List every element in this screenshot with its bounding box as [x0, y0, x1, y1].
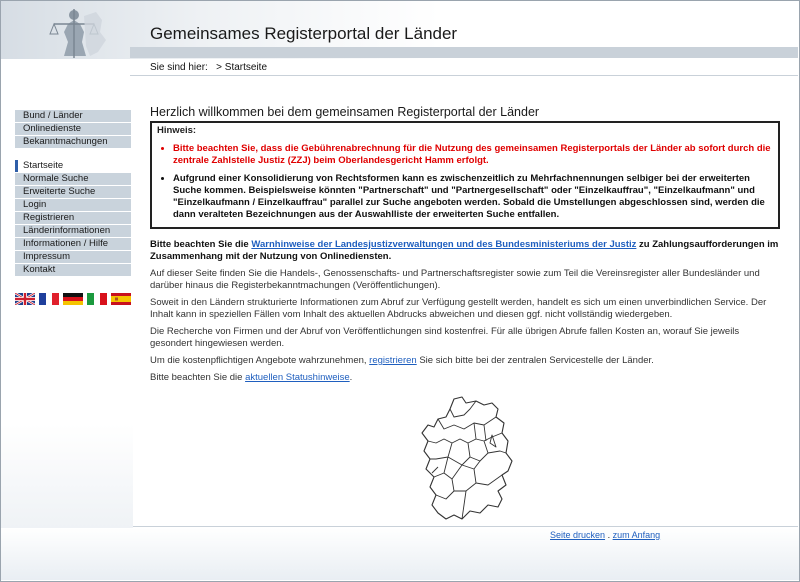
back-to-top-link[interactable]: zum Anfang [612, 530, 661, 540]
sidebar-item-normale-suche[interactable]: Normale Suche [15, 173, 131, 185]
register-text-start: Um die kostenpflichtigen Angebote wahrzunehmen, [150, 355, 370, 366]
sidebar-item-informationen-hilfe[interactable]: Informationen / Hilfe [15, 238, 131, 250]
sidebar-item-login[interactable]: Login [15, 199, 131, 211]
warning-paragraph [150, 239, 780, 263]
footer-links [550, 530, 660, 540]
status-paragraph [150, 372, 780, 384]
sidebar-item-laenderinformationen[interactable]: Länderinformationen [15, 225, 131, 237]
footer-rule [133, 526, 798, 527]
notice-list [157, 143, 773, 221]
welcome-heading: Herzlich willkommen bei dem gemeinsamen Registerportal der Länder [150, 105, 540, 119]
breadcrumb [150, 62, 267, 73]
register-text-end: Sie sich bitte bei der zentralen Servicestelle der Länder. [416, 355, 654, 366]
notice-box [150, 121, 780, 229]
print-page-link[interactable]: Seite drucken [550, 530, 606, 540]
italian-flag-icon[interactable] [87, 293, 107, 305]
notice-title: Hinweis: [157, 125, 197, 136]
register-paragraph [150, 355, 780, 367]
intro-paragraph-registers: Auf dieser Seite finden Sie die Handels-, Genossenschafts- und Partnerschaftsregister sowie zum Teil die Vereinsregister aller Bundesländer und darüber hinaus die Registerbekanntmachungen (Veröffentlichungen). [150, 268, 760, 291]
footer-separator: . [607, 530, 611, 540]
spanish-flag-icon[interactable] [111, 293, 131, 305]
notice-item-fees: • Bitte beachten Sie, dass die Gebührenabrechnung für die Nutzung des gemeinsamen Registerportals der Länder ab sofort durch die zentrale Zahlstelle Justiz (ZZJ) beim Oberlandesgericht Hamm erfolgt. [173, 143, 773, 167]
sidebar-item-startseite[interactable]: Startseite [15, 160, 131, 172]
registrieren-link[interactable]: registrieren [369, 355, 417, 366]
germany-map-image[interactable] [418, 395, 518, 525]
sidebar-item-erweiterte-suche[interactable]: Erweiterte Suche [15, 186, 131, 198]
breadcrumb-current[interactable]: > Startseite [216, 62, 268, 73]
notice-item-legal-forms: • Aufgrund einer Konsolidierung von Rechtsformen kann es zwischenzeitlich zu Mehrfachnennungen selbiger bei der erweiterten Suche kommen. Beispielsweise könnten "Partnerschaft" und "Partnergesellschaft" oder "Einzelkauffrau", "Einzelkaufmann" und "Einzelkaufmann / Einzelkauffrau" parallel zur Suche angeboten werden. Sobald die Umstellungen abgeschlossen sind, werden die dann veralteten Bezeichnungen aus der Auswahlliste der erweiterten Suche entfallen. [173, 173, 773, 221]
sidebar-item-registrieren[interactable]: Registrieren [15, 212, 131, 224]
french-flag-icon[interactable] [39, 293, 59, 305]
main-content [150, 106, 780, 389]
sidebar-item-impressum[interactable]: Impressum [15, 251, 131, 263]
breadcrumb-label: Sie sind hier: [150, 62, 208, 73]
header-rule [130, 47, 798, 58]
sidebar-secondary-nav [15, 160, 131, 277]
sidebar-item-bund-laender[interactable]: Bund / Länder [15, 110, 131, 122]
german-flag-icon[interactable] [63, 293, 83, 305]
intro-paragraph-costs: Die Recherche von Firmen und der Abruf von Veröffentlichungen sind kostenfrei. Für alle übrigen Abrufe fallen Kosten an, worauf Sie jeweils gesondert hingewiesen werden. [150, 326, 740, 349]
warning-text-end: zu Zahlungsaufforderungen im Zusammenhang mit der Nutzung von Onlinediensten. [150, 239, 779, 262]
status-text-end: . [349, 372, 353, 383]
footer-background [1, 528, 799, 580]
justitia-logo-icon [24, 6, 119, 60]
sidebar-item-bekanntmachungen[interactable]: Bekanntmachungen [15, 136, 131, 148]
sidebar-item-onlinedienste[interactable]: Onlinedienste [15, 123, 131, 135]
statushinweise-link[interactable]: aktuellen Statushinweise [245, 372, 350, 383]
page-title: Gemeinsames Registerportal der Länder [150, 24, 458, 43]
language-selector [15, 293, 131, 305]
english-flag-icon[interactable] [15, 293, 35, 305]
warnhinweise-link[interactable]: Warnhinweise der Landesjustizverwaltungen und des Bundesministeriums der Justiz [251, 239, 637, 250]
sidebar-item-kontakt[interactable]: Kontakt [15, 264, 131, 276]
warning-text-start: Bitte beachten Sie die [150, 239, 252, 250]
intro-paragraph-service: Soweit in den Ländern strukturierte Informationen zum Abruf zur Verfügung gestellt werden, handelt es sich um einen unverbindlichen Service. Der Inhalt kann in speziellen Fällen vom Inhalt des aktuellen Abdrucks abweichen und diesen ggf. nicht vollständig wiedergeben. [150, 297, 767, 320]
breadcrumb-rule [130, 75, 798, 76]
status-text-start: Bitte beachten Sie die [150, 372, 246, 383]
sidebar-primary-nav [15, 110, 131, 149]
